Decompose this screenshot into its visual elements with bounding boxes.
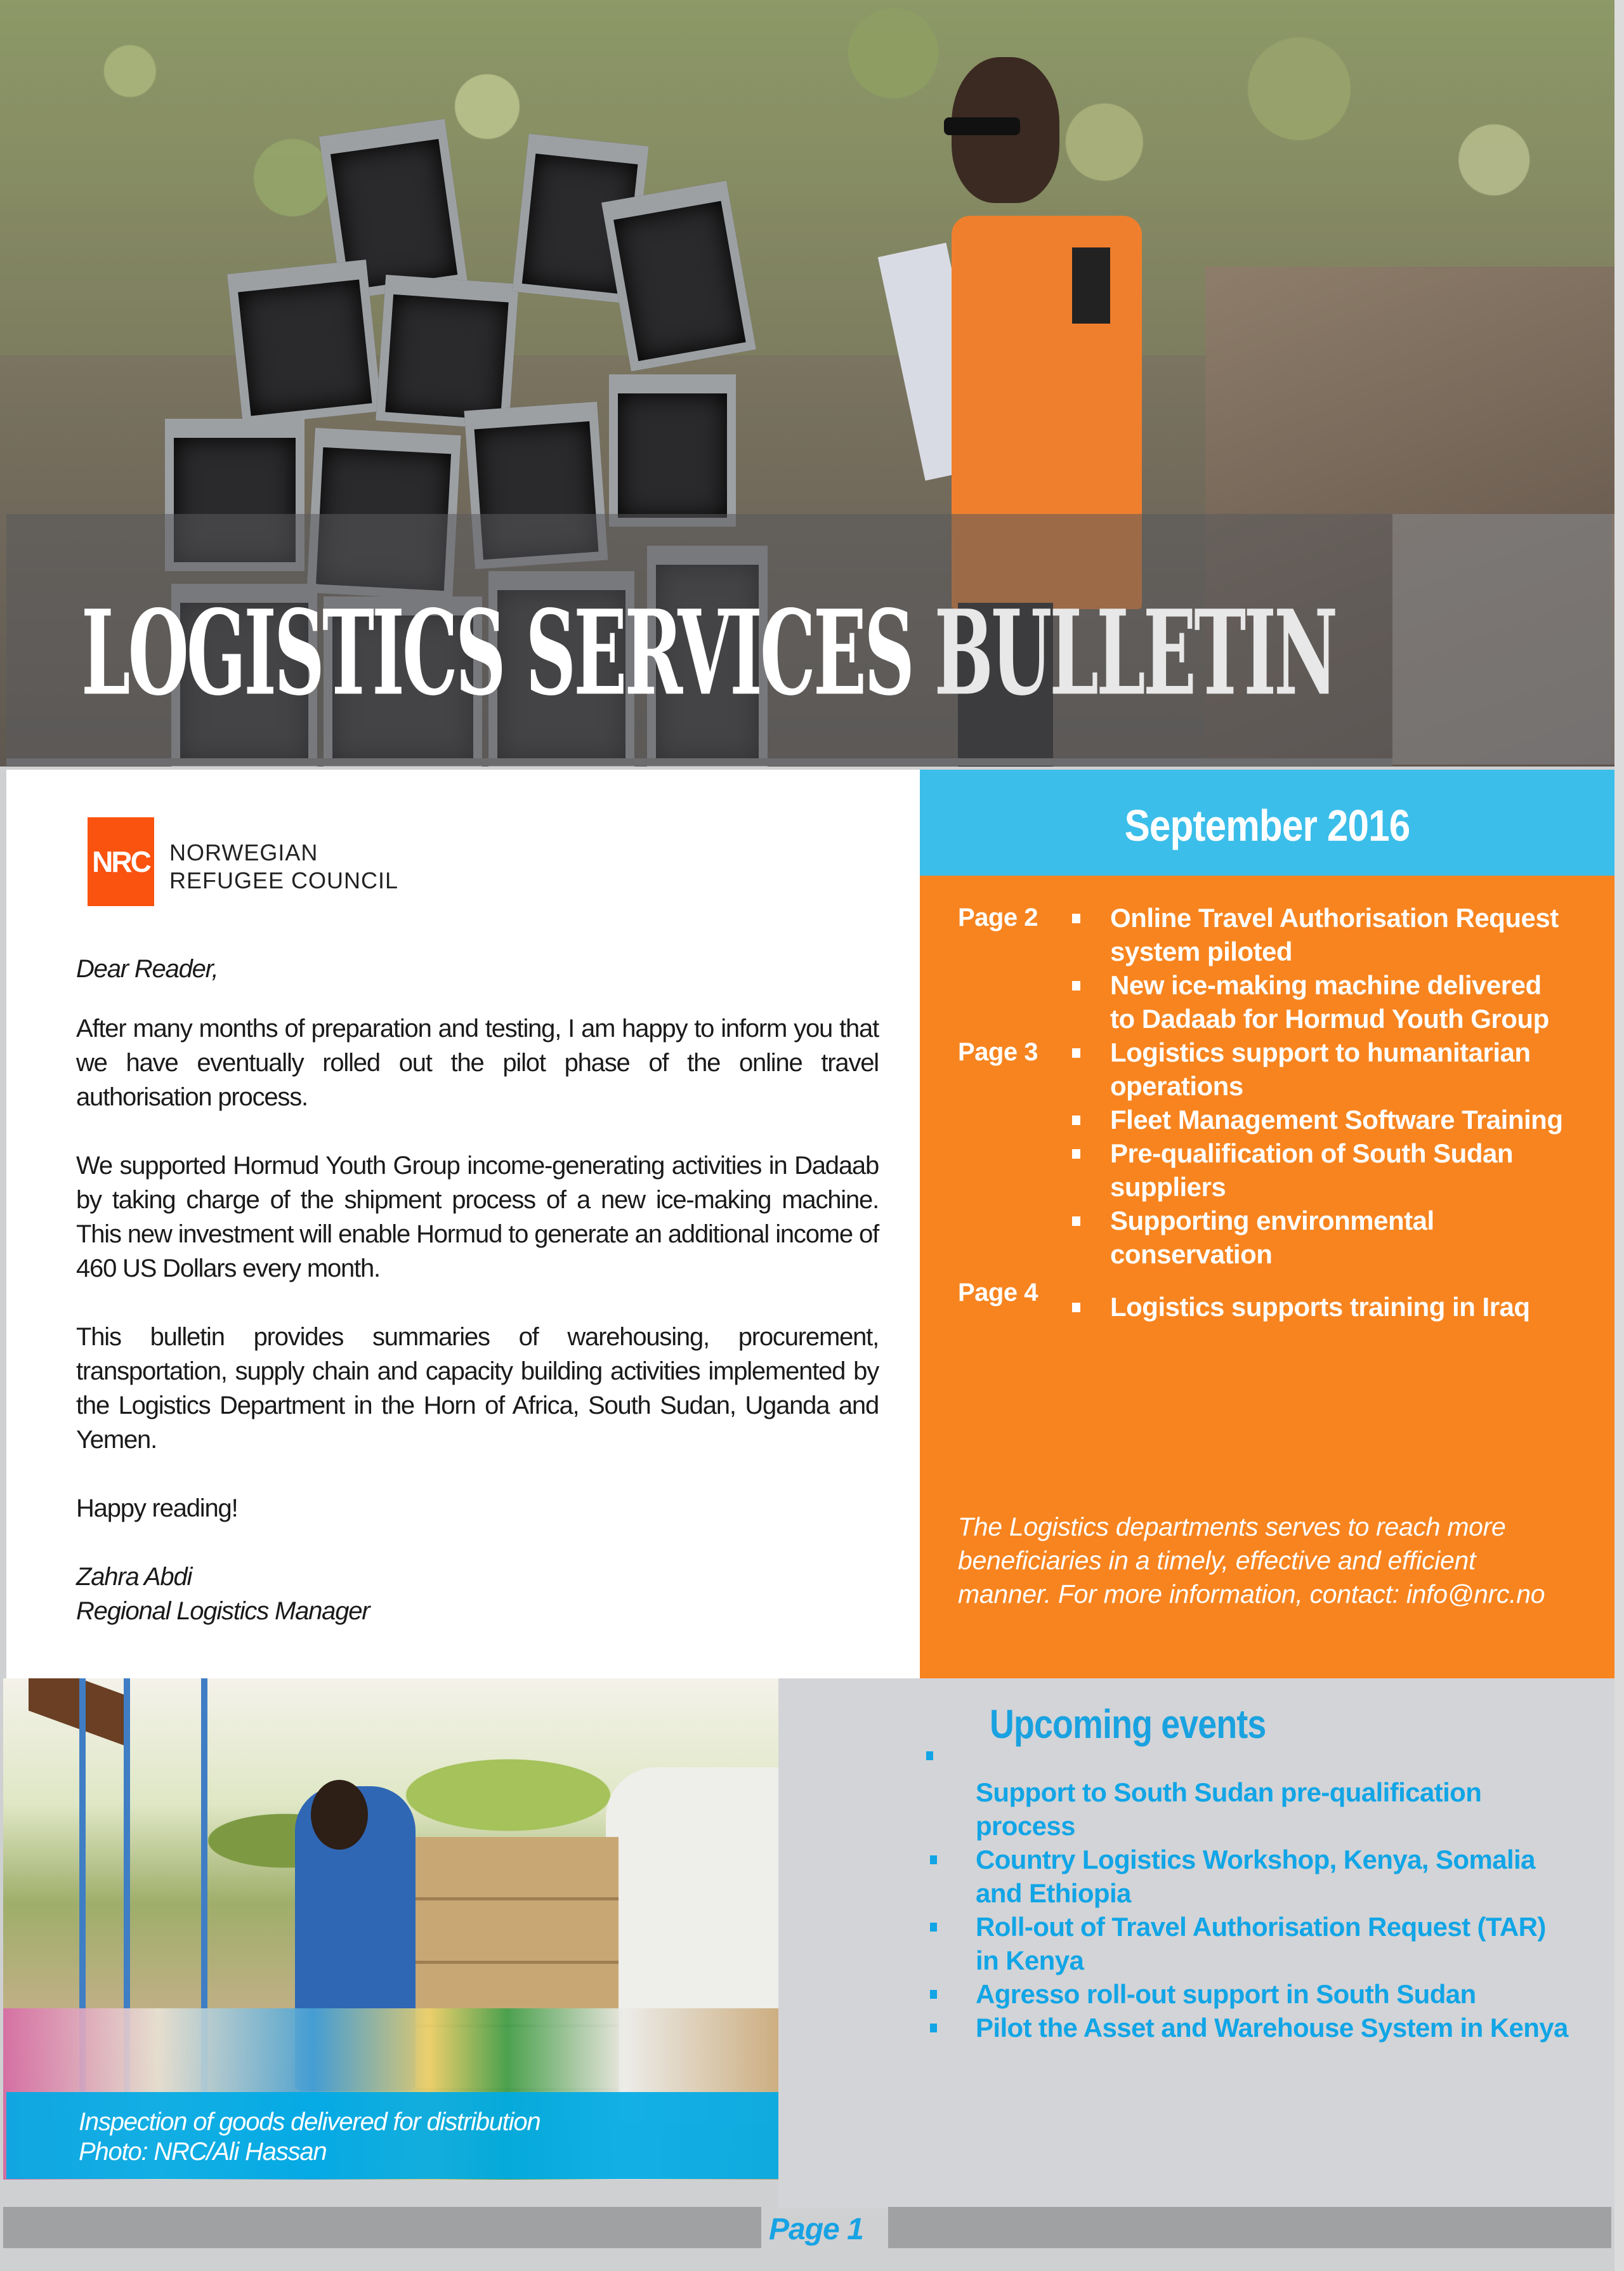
title-main: LOGISTICS SERVICES — [81, 585, 913, 722]
toc-item[interactable]: Logistics support to humanitarian operations — [1059, 1036, 1567, 1103]
signature-name: Zahra Abdi — [76, 1563, 192, 1591]
bulletin-title — [81, 584, 1335, 724]
event-item: Roll-out of Travel Authorisation Request (TAR) in Kenya — [907, 1910, 1573, 1977]
issue-date: September 2016 — [1124, 800, 1410, 850]
caption-text: Inspection of goods delivered for distribution — [79, 2108, 540, 2136]
nrc-logo-text — [169, 829, 398, 895]
signature-title: Regional Logistics Manager — [76, 1597, 370, 1625]
toc-item[interactable]: Fleet Management Software Training — [1059, 1103, 1567, 1136]
logo-name-line-2: REFUGEE COUNCIL — [169, 867, 399, 893]
title-band-bottom-edge — [6, 758, 1392, 766]
toc-page-label: Page 2 — [958, 904, 1038, 931]
toc-page-label: Page 3 — [958, 1038, 1038, 1066]
logo-name-line-1: NORWEGIAN — [169, 839, 318, 866]
event-item: Country Logistics Workshop, Kenya, Somalia and Ethiopia — [907, 1843, 1573, 1910]
title-bulletin: BULLETIN — [934, 585, 1336, 722]
footer-bar-right — [888, 2207, 1611, 2248]
toc-page-label: Page 4 — [958, 1279, 1038, 1307]
table-of-contents — [920, 876, 1614, 1678]
department-tagline: The Logistics departments serves to reach more beneficiaries in a timely, effective and efficient manner. For more information, contact: info@nrc.no — [958, 1512, 1545, 1609]
nrc-logo — [88, 817, 398, 906]
page-footer — [0, 2207, 1624, 2249]
nrc-logo-mark: NRC — [88, 817, 154, 906]
title-overlay-right — [1392, 514, 1614, 765]
upcoming-events-title: Upcoming events — [990, 1701, 1266, 1747]
toc-group-page-2 — [958, 901, 1592, 1036]
closing-line: Happy reading! — [76, 1494, 238, 1522]
issue-date-header — [920, 770, 1614, 876]
upcoming-events-list — [907, 1751, 1573, 2044]
letter-paragraph: We supported Hormud Youth Group income-generating activities in Dadaab by taking charge of the shipment process of a new ice-making machine. This new investment will enable Hormud to generate an additional income of 460 US Dollars every month. — [76, 1152, 879, 1282]
photo-credit: Photo: NRC/Ali Hassan — [79, 2138, 327, 2166]
letter-body — [76, 952, 879, 1628]
footer-bar-left — [3, 2207, 761, 2248]
photo-caption — [6, 2092, 778, 2179]
toc-group-page-4 — [958, 1276, 1592, 1324]
event-item: Pilot the Asset and Warehouse System in Kenya — [907, 2011, 1573, 2044]
event-item: Support to South Sudan pre-qualification process — [907, 1751, 1573, 1843]
toc-item[interactable]: Logistics supports training in Iraq — [1059, 1290, 1567, 1324]
toc-item[interactable]: Supporting environmental conservation — [1059, 1204, 1567, 1271]
toc-group-page-3 — [958, 1036, 1592, 1271]
page-right-edge — [1614, 0, 1624, 2271]
toc-item[interactable]: Online Travel Authorisation Request system piloted — [1059, 901, 1567, 968]
hero-banner — [0, 0, 1624, 767]
page-number: Page 1 — [769, 2213, 863, 2246]
toc-item[interactable]: New ice-making machine delivered to Dadaab for Hormud Youth Group — [1059, 968, 1567, 1036]
toc-item[interactable]: Pre-qualification of South Sudan suppliers — [1059, 1136, 1567, 1204]
letter-paragraph: After many months of preparation and testing, I am happy to inform you that we have eventually rolled out the pilot phase of the online travel authorisation process. — [76, 1015, 879, 1111]
event-item: Agresso roll-out support in South Sudan — [907, 1977, 1573, 2011]
letter-paragraph: This bulletin provides summaries of warehousing, procurement, transportation, supply chain and capacity building activities implemented by the Logistics Department in the Horn of Africa, South Sudan, Uganda and Yemen. — [76, 1323, 879, 1454]
salutation: Dear Reader, — [76, 955, 218, 983]
